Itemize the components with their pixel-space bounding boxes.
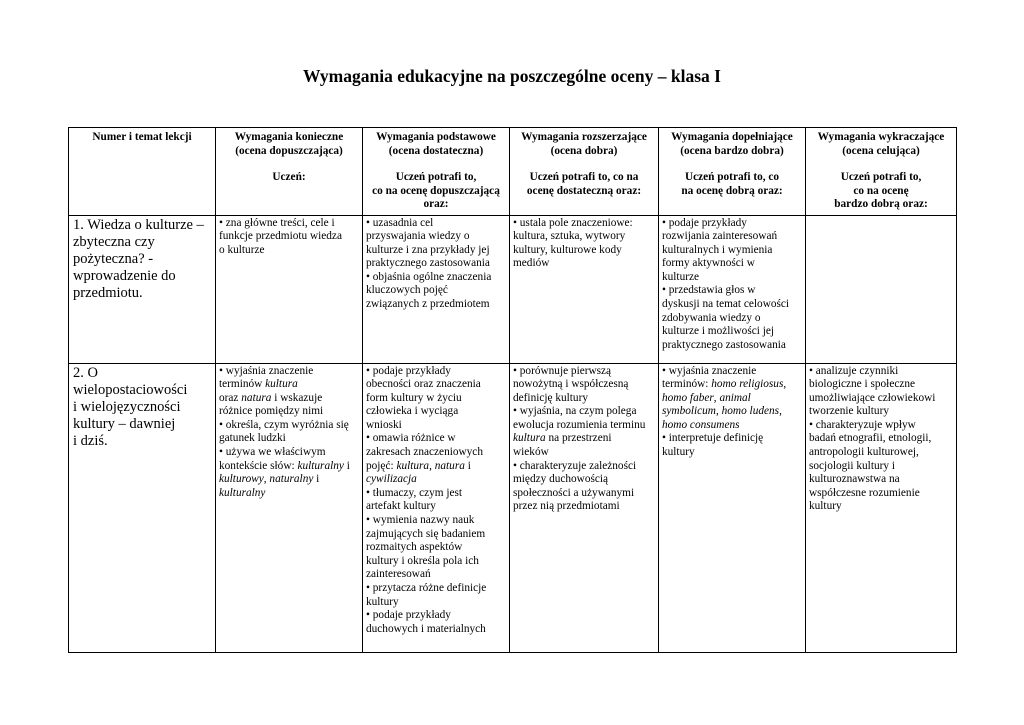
- bullet-item: [366, 582, 506, 609]
- bullet-item: [662, 217, 802, 285]
- bullet-line: [219, 378, 359, 392]
- italic-term: homo religiosus: [711, 378, 784, 391]
- italic-term: kulturowy: [219, 473, 264, 486]
- bullet-line: zajmujących się badaniem: [366, 527, 486, 540]
- text-run: terminów: [219, 378, 266, 391]
- bullet-line: umożliwiające człowiekowi: [809, 391, 936, 404]
- italic-term: animal: [719, 391, 751, 404]
- bullet-line: obecności oraz znaczenia: [366, 378, 481, 391]
- header-sub-line: oraz:: [423, 198, 449, 210]
- header-sub: [808, 171, 954, 212]
- bullet-item: [219, 217, 359, 258]
- header-sub-line: Uczeń:: [272, 171, 306, 183]
- italic-term: kultura: [396, 459, 430, 472]
- topic-line: 1. Wiedza o kulturze –: [73, 216, 204, 233]
- header-grade: (ocena dostateczna): [388, 144, 484, 157]
- bullet-line: [662, 405, 802, 419]
- bullet-line: funkcje przedmiotu wiedza: [219, 230, 342, 243]
- bullet-line: człowieka i wyciąga: [366, 405, 459, 418]
- bullet-line: nowożytną i współczesną: [513, 378, 629, 391]
- bullet-line: formy aktywności w: [662, 257, 755, 270]
- bullet-line: [366, 473, 506, 487]
- bullet-line: praktycznego zastosowania: [366, 257, 490, 270]
- bullet-item: [662, 284, 802, 352]
- header-name: Wymagania wykraczające: [817, 131, 945, 143]
- bullet-line: zdobywania wiedzy o: [662, 311, 761, 324]
- bullet-item: [662, 365, 802, 433]
- bullet-line: • podaje przykłady: [662, 217, 802, 231]
- bullet-line: • charakteryzuje zależności: [513, 460, 655, 474]
- text-run: kontekście słów:: [219, 459, 298, 472]
- header-grade: (ocena dopuszczająca): [235, 144, 343, 157]
- bullet-line: [366, 460, 506, 474]
- bullet-line: różnice pomiędzy nimi: [219, 405, 324, 418]
- bullet-line: [513, 432, 655, 446]
- bullet-line: • przedstawia głos w: [662, 284, 802, 298]
- header-name: Wymagania podstawowe: [376, 131, 496, 143]
- topic-line: i wielojęzyczności: [73, 398, 181, 415]
- bullet-line: gatunek ludzki: [219, 432, 286, 445]
- header-name: Numer i temat lekcji: [92, 131, 192, 143]
- header-sub-line: ocenę dostateczną oraz:: [526, 184, 642, 197]
- italic-term: kulturalny: [297, 459, 344, 472]
- bullet-line: • charakteryzuje wpływ: [809, 419, 953, 433]
- bullet-item: [809, 365, 953, 419]
- bullet-item: [513, 217, 655, 271]
- requirement-cell: [363, 215, 510, 363]
- header-name: Wymagania dopełniające: [671, 131, 793, 143]
- bullet-line: • zna główne treści, cele i: [219, 217, 359, 231]
- bullet-line: kulturze i zna przykłady jej: [366, 243, 490, 256]
- bullet-line: kulturoznawstwa na: [809, 473, 900, 486]
- bullet-line: kultury i określa pola ich: [366, 554, 479, 567]
- bullet-line: [662, 392, 802, 406]
- bullet-line: duchowych i materialnych: [366, 622, 486, 635]
- header-sub: [661, 171, 803, 198]
- bullet-line: [219, 473, 359, 487]
- header-sub-line: Uczeń potrafi to,: [395, 171, 477, 183]
- bullet-line: • ustala pole znaczeniowe:: [513, 217, 655, 231]
- header-sub: [365, 171, 507, 212]
- bullet-item: [513, 460, 655, 514]
- bullet-line: wieków: [513, 446, 549, 459]
- text-run: ,: [429, 459, 435, 472]
- requirement-cell: [659, 215, 806, 363]
- text-run: ,: [713, 391, 720, 404]
- italic-term: homo consumens: [662, 418, 740, 431]
- bullet-line: • podaje przykłady: [366, 365, 506, 379]
- bullet-item: [366, 217, 506, 271]
- header-grade: (ocena celująca): [842, 144, 920, 157]
- bullet-line: ewolucja rozumienia terminu: [513, 418, 646, 431]
- bullet-line: rozwijania zainteresowań: [662, 230, 778, 243]
- bullet-line: związanych z przedmiotem: [366, 298, 490, 311]
- bullet-line: • porównuje pierwszą: [513, 365, 655, 379]
- bullet-line: kulturalnych i wymienia: [662, 243, 773, 256]
- header-complementary: [659, 128, 806, 216]
- header-sub-line: co na ocenę dopuszczającą: [372, 184, 500, 197]
- bullet-item: [366, 487, 506, 514]
- text-run: ,: [779, 405, 782, 418]
- bullet-item: [219, 446, 359, 500]
- bullet-line: praktycznego zastosowania: [662, 338, 786, 351]
- bullet-line: mediów: [513, 257, 550, 270]
- topic-line: kultury – dawniej: [73, 415, 176, 432]
- bullet-item: [366, 609, 506, 636]
- bullet-line: dyskusji na temat celowości: [662, 298, 790, 311]
- topic-line: wielopostaciowości: [73, 381, 188, 398]
- bullet-line: zakresach znaczeniowych: [366, 446, 483, 459]
- header-sub-line: co na ocenę: [853, 184, 909, 197]
- header-sub-line: Uczeń potrafi to, co: [684, 171, 780, 183]
- italic-term: kultura: [265, 378, 298, 391]
- bullet-line: tworzenie kultury: [809, 405, 889, 418]
- bullet-item: [366, 365, 506, 433]
- text-run: ,: [263, 473, 270, 486]
- requirement-cell: [510, 215, 659, 363]
- header-sub-line: Uczeń potrafi to, co na: [529, 171, 639, 183]
- italic-term: homo faber: [662, 391, 714, 404]
- requirement-cell: [216, 215, 363, 363]
- bullet-line: • używa we właściwym: [219, 446, 359, 460]
- header-required: [216, 128, 363, 216]
- bullet-line: • wyjaśnia znaczenie: [662, 365, 802, 379]
- bullet-line: • wyjaśnia, na czym polega: [513, 405, 655, 419]
- page-title: Wymagania edukacyjne na poszczególne oceny – klasa I: [303, 66, 721, 86]
- bullet-line: między duchowością: [513, 473, 609, 486]
- italic-term: kultura: [513, 432, 546, 445]
- bullet-line: artefakt kultury: [366, 500, 436, 513]
- text-run: i: [313, 473, 320, 486]
- header-sub: [218, 171, 360, 185]
- topic-line: pożyteczna? -: [73, 250, 154, 267]
- header-exceeding: [806, 128, 957, 216]
- header-sub-line: na ocenę dobrą oraz:: [681, 184, 783, 197]
- bullet-line: • przytacza różne definicje: [366, 582, 506, 596]
- topic-line: wprowadzenie do: [73, 267, 176, 284]
- lesson-topic-cell: [69, 363, 216, 652]
- bullet-line: • uzasadnia cel: [366, 217, 506, 231]
- bullet-line: form kultury w życiu: [366, 391, 462, 404]
- bullet-item: [366, 271, 506, 312]
- requirement-cell-empty: [806, 215, 957, 363]
- text-run: oraz: [219, 391, 242, 404]
- bullet-line: socjologii kultury i: [809, 459, 895, 472]
- bullet-item: [513, 365, 655, 406]
- bullet-line: przez nią przedmiotami: [513, 500, 620, 513]
- italic-term: homo ludens: [721, 405, 780, 418]
- requirement-cell: [806, 363, 957, 652]
- text-run: ,: [715, 405, 722, 418]
- bullet-line: • tłumaczy, czym jest: [366, 487, 506, 501]
- header-sub: [512, 171, 656, 198]
- italic-term: symbolicum: [662, 405, 716, 418]
- header-name: Wymagania konieczne: [234, 131, 344, 143]
- header-sub-line: bardzo dobrą oraz:: [834, 198, 928, 210]
- topic-line: 2. O: [73, 364, 98, 381]
- header-topic: [69, 128, 216, 216]
- bullet-line: wnioski: [366, 418, 402, 431]
- bullet-line: definicję kultury: [513, 391, 588, 404]
- requirement-cell: [510, 363, 659, 652]
- header-row: [69, 128, 957, 216]
- lesson-topic-cell: [69, 215, 216, 363]
- text-run: terminów:: [662, 378, 712, 391]
- text-run: pojęć:: [366, 459, 397, 472]
- bullet-line: [219, 392, 359, 406]
- bullet-item: [366, 514, 506, 582]
- bullet-line: rozmaitych aspektów: [366, 541, 463, 554]
- text-run: i: [343, 459, 350, 472]
- italic-term: natura: [241, 391, 272, 404]
- bullet-line: • omawia różnice w: [366, 432, 506, 446]
- requirement-cell: [659, 363, 806, 652]
- bullet-line: • wymienia nazwy nauk: [366, 514, 506, 528]
- header-extended: [510, 128, 659, 216]
- bullet-item: [366, 432, 506, 486]
- bullet-line: • analizuje czynniki: [809, 365, 953, 379]
- bullet-line: [662, 419, 802, 433]
- text-run: na przestrzeni: [545, 432, 612, 445]
- bullet-line: [219, 487, 359, 501]
- bullet-line: [662, 378, 802, 392]
- italic-term: cywilizacja: [366, 473, 417, 486]
- table-row: [69, 215, 957, 363]
- bullet-line: • podaje przykłady: [366, 609, 506, 623]
- bullet-line: o kulturze: [219, 243, 265, 256]
- italic-term: kulturalny: [219, 486, 266, 499]
- bullet-line: kulturze i możliwości jej: [662, 325, 774, 338]
- bullet-line: badań etnografii, etnologii,: [809, 432, 932, 445]
- bullet-item: [219, 365, 359, 419]
- bullet-line: • interpretuje definicję: [662, 432, 802, 446]
- bullet-line: biologiczne i społeczne: [809, 378, 916, 391]
- topic-line: zbyteczna czy: [73, 233, 155, 250]
- text-run: i: [464, 459, 471, 472]
- header-name: Wymagania rozszerzające: [521, 131, 647, 143]
- bullet-line: społeczności a używanymi: [513, 486, 635, 499]
- text-run: i wskazuje: [271, 391, 323, 404]
- bullet-line: zainteresowań: [366, 568, 431, 581]
- bullet-line: współczesne rozumienie: [809, 486, 920, 499]
- italic-term: naturalny: [269, 473, 314, 486]
- bullet-line: kultury: [662, 446, 695, 459]
- bullet-line: kulturze: [662, 270, 700, 283]
- bullet-line: przyswajania wiedzy o: [366, 230, 470, 243]
- bullet-line: • określa, czym wyróżnia się: [219, 419, 359, 433]
- requirement-cell: [216, 363, 363, 652]
- bullet-item: [809, 419, 953, 514]
- table-row: [69, 363, 957, 652]
- bullet-item: [219, 419, 359, 446]
- requirements-table: [68, 127, 957, 653]
- header-sub-line: Uczeń potrafi to,: [840, 171, 922, 183]
- italic-term: natura: [434, 459, 465, 472]
- requirement-cell: [363, 363, 510, 652]
- header-grade: (ocena dobra): [550, 144, 618, 157]
- topic-line: i dziś.: [73, 432, 108, 449]
- header-grade: (ocena bardzo dobra): [680, 144, 784, 157]
- bullet-line: • objaśnia ogólne znaczenia: [366, 271, 506, 285]
- bullet-item: [662, 432, 802, 459]
- topic-line: przedmiotu.: [73, 284, 143, 301]
- bullet-line: kultury: [809, 500, 842, 513]
- header-basic: [363, 128, 510, 216]
- bullet-line: kultury, kulturowe kody: [513, 243, 622, 256]
- bullet-line: kluczowych pojęć: [366, 284, 448, 297]
- bullet-line: • wyjaśnia znaczenie: [219, 365, 359, 379]
- bullet-item: [513, 405, 655, 459]
- bullet-line: kultury: [366, 595, 399, 608]
- bullet-line: antropologii kulturowej,: [809, 446, 919, 459]
- bullet-line: kultura, sztuka, wytwory: [513, 230, 626, 243]
- text-run: ,: [783, 378, 787, 391]
- bullet-line: [219, 460, 359, 474]
